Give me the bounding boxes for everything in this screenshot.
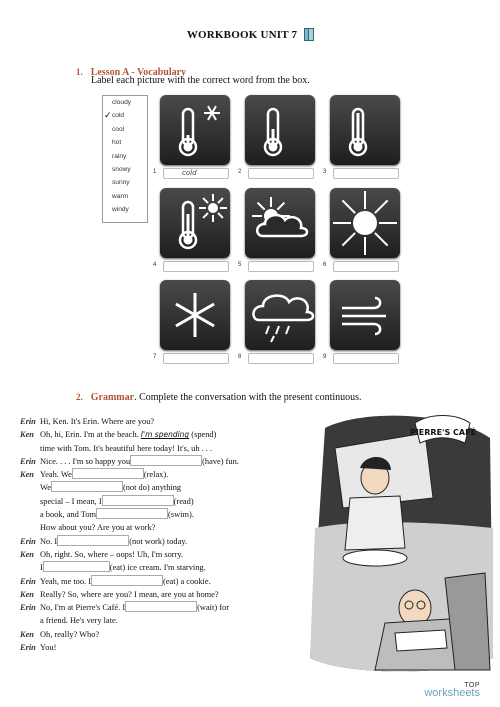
conversation-line — [20, 442, 320, 455]
speaker-name: Ken — [20, 549, 34, 559]
line-hint: (read) — [173, 496, 194, 506]
speaker-name: Ken — [20, 430, 34, 440]
answer-field[interactable] — [163, 261, 229, 272]
line-hint: (not work) today. — [129, 536, 188, 546]
thermometer-sun-icon — [160, 188, 230, 258]
line-text: We — [40, 483, 51, 493]
line-text: special – I mean, I — [40, 496, 102, 506]
handwritten-answer: I'm spending — [140, 430, 190, 440]
conversation-line — [20, 548, 320, 561]
conversation-line — [20, 495, 320, 508]
word-box-word: sunny — [112, 179, 130, 187]
conversation-line — [20, 508, 320, 521]
word-box-word: cool — [112, 125, 125, 133]
answer-text: cold — [182, 169, 197, 177]
speaker-name: Erin — [20, 643, 36, 653]
section-2-header — [76, 387, 362, 405]
picture-tile — [160, 188, 230, 258]
conversation-line — [20, 641, 320, 654]
speaker-name: Erin — [20, 576, 36, 586]
conversation-line — [20, 575, 320, 588]
word-box-item — [103, 109, 147, 122]
line-text: No, I'm at Pierre's Café. I — [40, 603, 126, 613]
answer-field[interactable] — [333, 261, 399, 272]
wind-icon — [330, 280, 400, 350]
picture-number: 5 — [238, 262, 242, 268]
line-text: Yeah, me too. I — [40, 576, 92, 586]
speaker-name: Ken — [20, 589, 34, 599]
section-2-heading: Grammar — [90, 392, 135, 403]
picture-tile — [330, 95, 400, 165]
answer-field[interactable] — [333, 168, 399, 179]
answer-blank[interactable] — [96, 508, 168, 519]
word-box-word: hot — [112, 139, 122, 147]
rain-cloud-icon — [245, 280, 315, 350]
conversation-line — [20, 561, 320, 574]
word-box-item — [103, 163, 147, 176]
line-text: Oh, right. So, where – oops! Uh, I'm sorry. — [40, 549, 184, 559]
conversation-line — [20, 588, 320, 601]
speaker-name: Erin — [20, 603, 36, 613]
conversation-line — [20, 481, 320, 494]
logo-top-text: TOP — [464, 682, 480, 689]
section-2-instruction: . Complete the conversation with the present continuous. — [134, 392, 362, 403]
logo-brand-text: worksheets — [424, 687, 480, 699]
line-hint: (have) fun. — [202, 456, 239, 466]
line-text: Nice. . . . I'm so happy you — [40, 456, 131, 466]
word-box-item — [103, 136, 147, 149]
conversation-line — [20, 415, 320, 428]
line-hint: (not do) anything — [122, 483, 182, 493]
word-box — [102, 95, 148, 223]
picture-number: 3 — [323, 169, 327, 175]
conversation-line — [20, 521, 320, 534]
word-box-item — [103, 203, 147, 216]
speaker-name: Ken — [20, 470, 34, 480]
check-mark-icon: ✓ — [104, 110, 112, 121]
conversation — [20, 415, 320, 654]
answer-field[interactable] — [248, 168, 314, 179]
sun-cloud-icon — [245, 188, 315, 258]
line-text: a friend. He's very late. — [40, 616, 118, 626]
sun-icon — [330, 188, 400, 258]
picture-tile — [160, 280, 230, 350]
picture-number: 1 — [153, 169, 157, 175]
snowflake-icon — [160, 280, 230, 350]
line-text: No. I — [40, 536, 58, 546]
word-box-word: rainy — [112, 152, 127, 160]
speaker-name: Erin — [20, 417, 36, 426]
line-hint: (swim). — [168, 510, 194, 520]
book-icon — [304, 28, 313, 40]
picture-number: 7 — [153, 354, 157, 360]
word-box-word: windy — [112, 206, 129, 214]
answer-field[interactable] — [333, 353, 399, 364]
page-title — [0, 28, 500, 41]
beach-cafe-illustration — [305, 408, 495, 678]
picture-number: 2 — [238, 169, 242, 175]
cafe-sign: PIERRE'S CAFÉ — [409, 428, 477, 437]
picture-tile — [160, 95, 230, 165]
section-2-number: 2. — [76, 392, 83, 402]
conversation-line — [20, 428, 320, 441]
line-hint: (eat) ice cream. I'm starving. — [109, 563, 206, 573]
answer-blank[interactable] — [51, 481, 123, 492]
answer-field[interactable] — [248, 353, 314, 364]
section-1-instruction: Label each picture with the correct word from the box. — [91, 75, 310, 86]
word-box-item — [103, 150, 147, 163]
picture-tile — [245, 188, 315, 258]
conversation-line — [20, 468, 320, 481]
picture-number: 6 — [323, 262, 327, 268]
word-box-word: snowy — [112, 165, 131, 173]
picture-number: 8 — [238, 354, 242, 360]
picture-number: 4 — [153, 262, 157, 268]
answer-field[interactable] — [163, 353, 229, 364]
answer-blank[interactable] — [57, 535, 129, 546]
line-hint: (eat) a cookie. — [163, 576, 211, 586]
conversation-line — [20, 614, 320, 627]
conversation-line — [20, 628, 320, 641]
conversation-line — [20, 601, 320, 614]
speaker-name: Erin — [20, 456, 36, 466]
line-text: Really? So, where are you? I mean, are you at home? — [40, 589, 219, 599]
conversation-line — [20, 535, 320, 548]
word-box-word: cold — [112, 112, 125, 120]
word-box-item — [103, 123, 147, 136]
word-box-item — [103, 176, 147, 189]
picture-number: 9 — [323, 354, 327, 360]
line-text: Oh, hi, Erin. I'm at the beach. — [40, 430, 141, 440]
answer-blank[interactable] — [91, 575, 163, 586]
picture-tile — [330, 188, 400, 258]
line-text: a book, and Tom — [40, 510, 97, 520]
section-1-number: 1. — [76, 67, 83, 77]
speaker-name: Erin — [20, 536, 36, 546]
word-box-word: cloudy — [112, 99, 132, 106]
answer-blank[interactable] — [125, 601, 197, 612]
line-text: Oh, really? Who? — [40, 629, 100, 639]
answer-field[interactable] — [248, 261, 314, 272]
line-text: Hi, Ken. It's Erin. Where are you? — [40, 417, 155, 426]
thermometer-full-icon — [330, 95, 400, 165]
answer-blank[interactable] — [130, 455, 202, 466]
line-text: How about you? Are you at work? — [40, 523, 156, 533]
line-text: Yeah. We — [40, 470, 72, 480]
answer-blank[interactable] — [43, 561, 110, 572]
picture-tile — [330, 280, 400, 350]
line-text: You! — [40, 643, 57, 653]
line-hint: (wait) for — [197, 603, 229, 613]
thermometer-snowflake-icon — [160, 95, 230, 165]
line-hint: (relax). — [143, 470, 169, 480]
conversation-line — [20, 455, 320, 468]
section-1-heading: Lesson A - Vocabulary — [90, 67, 187, 78]
picture-tile — [245, 95, 315, 165]
answer-blank[interactable] — [102, 495, 174, 506]
line-text: time with Tom. It's beautiful here today! It's, uh . . . — [40, 443, 213, 453]
word-box-word: warm — [112, 192, 129, 200]
thermometer-icon — [245, 95, 315, 165]
word-box-item — [103, 96, 147, 109]
picture-tile — [245, 280, 315, 350]
word-box-item — [103, 190, 147, 203]
line-text: I — [40, 563, 43, 573]
answer-blank[interactable] — [72, 468, 144, 479]
line-hint: (spend) — [189, 430, 217, 440]
speaker-name: Ken — [20, 629, 34, 639]
page-title-text: WORKBOOK UNIT 7 — [186, 29, 298, 41]
topworksheets-logo — [424, 682, 480, 699]
